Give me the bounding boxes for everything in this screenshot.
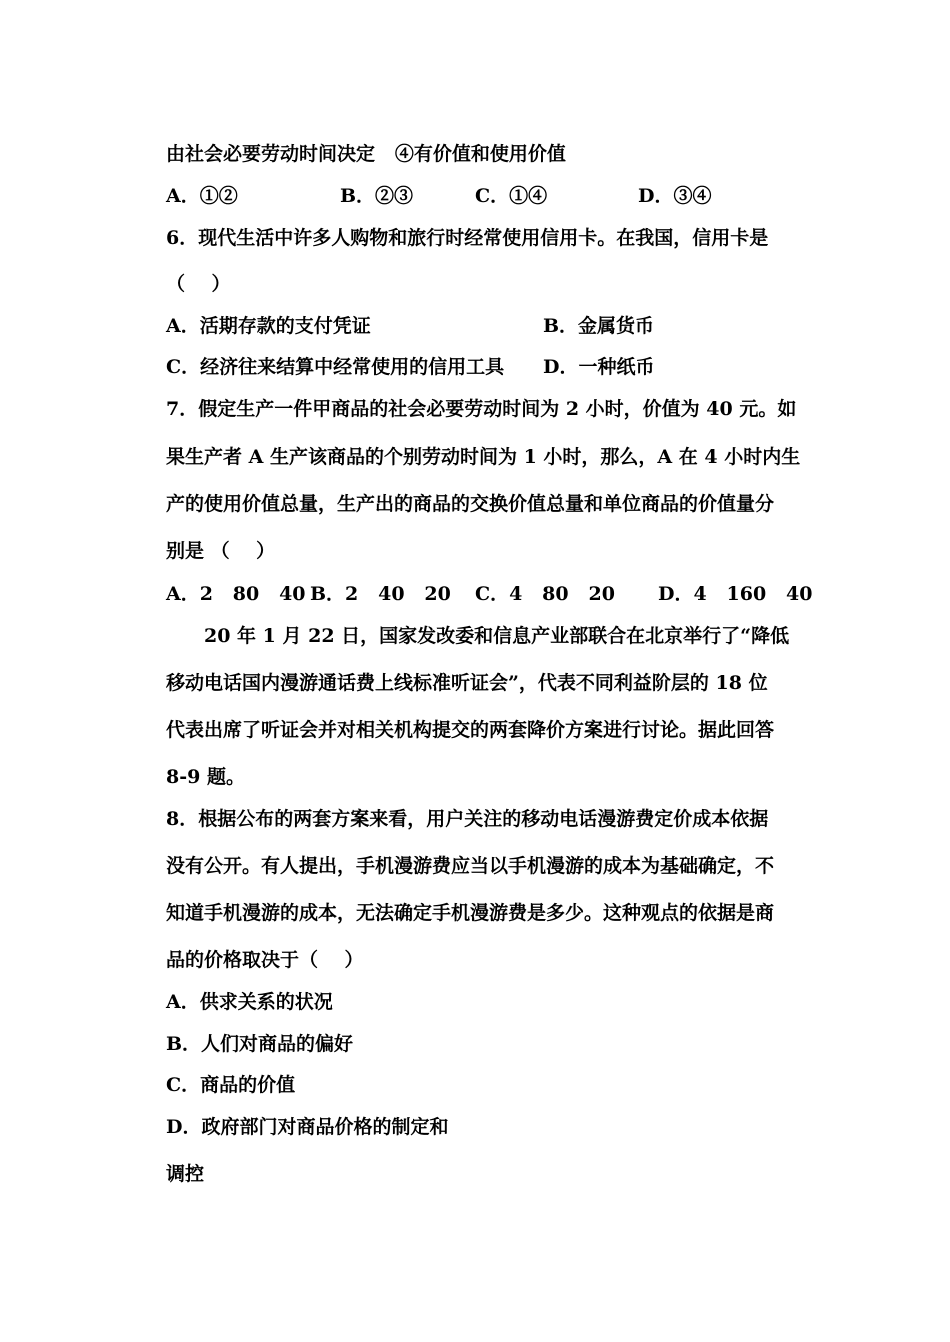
q8-option-d-continued: 调控 xyxy=(166,1163,205,1185)
q6-option-a: A．活期存款的支付凭证 xyxy=(166,315,371,337)
q5-tail-line: 由社会必要劳动时间决定 ④有价值和使用价值 xyxy=(166,143,566,165)
q6-stem-line2: （ ） xyxy=(166,273,231,295)
material-line3: 代表出席了听证会并对相关机构提交的两套降价方案进行讨论。据此回答 xyxy=(166,719,775,741)
q7-option-d: D．4 160 40 xyxy=(658,583,813,605)
q8-stem-line4: 品的价格取决于（ ） xyxy=(166,949,364,971)
q6-option-b: B．金属货币 xyxy=(543,315,655,337)
q8-option-a: A．供求关系的状况 xyxy=(166,991,333,1013)
q5-option-b: B．②③ xyxy=(340,185,414,207)
q8-option-d: D．政府部门对商品价格的制定和 xyxy=(166,1116,449,1138)
q7-stem-line1: 7．假定生产一件甲商品的社会必要劳动时间为 2 小时，价值为 40 元。如 xyxy=(166,398,797,420)
q7-option-b: B．2 40 20 xyxy=(310,583,451,605)
q7-stem-line3: 产的使用价值总量，生产出的商品的交换价值总量和单位商品的价值量分 xyxy=(166,493,775,515)
q8-option-b: B．人们对商品的偏好 xyxy=(166,1033,354,1055)
q7-option-a: A．2 80 40 xyxy=(166,583,306,605)
q7-stem-line2: 果生产者 A 生产该商品的个别劳动时间为 1 小时，那么，A 在 4 小时内生 xyxy=(166,446,801,468)
q8-stem-line2: 没有公开。有人提出，手机漫游费应当以手机漫游的成本为基础确定，不 xyxy=(166,855,775,877)
q5-option-d: D．③④ xyxy=(638,185,712,207)
q5-option-c: C．①④ xyxy=(475,185,548,207)
q6-option-c: C．经济往来结算中经常使用的信用工具 xyxy=(166,356,505,378)
q8-stem-line3: 知道手机漫游的成本，无法确定手机漫游费是多少。这种观点的依据是商 xyxy=(166,902,775,924)
q7-stem-line4: 别是 （ ） xyxy=(166,540,276,562)
q6-stem-line1: 6．现代生活中许多人购物和旅行时经常使用信用卡。在我国，信用卡是 xyxy=(166,227,769,249)
q6-option-d: D．一种纸币 xyxy=(543,356,655,378)
q8-stem-line1: 8．根据公布的两套方案来看，用户关注的移动电话漫游费定价成本依据 xyxy=(166,808,769,830)
q8-option-c: C．商品的价值 xyxy=(166,1074,296,1096)
q7-option-c: C．4 80 20 xyxy=(475,583,615,605)
material-line4: 8-9 题。 xyxy=(166,766,245,788)
q5-option-a: A．①② xyxy=(166,185,238,207)
material-line2: 移动电话国内漫游通话费上线标准听证会”，代表不同利益阶层的 18 位 xyxy=(166,672,768,694)
material-line1: 20 年 1 月 22 日，国家发改委和信息产业部联合在北京举行了“降低 xyxy=(204,625,790,647)
